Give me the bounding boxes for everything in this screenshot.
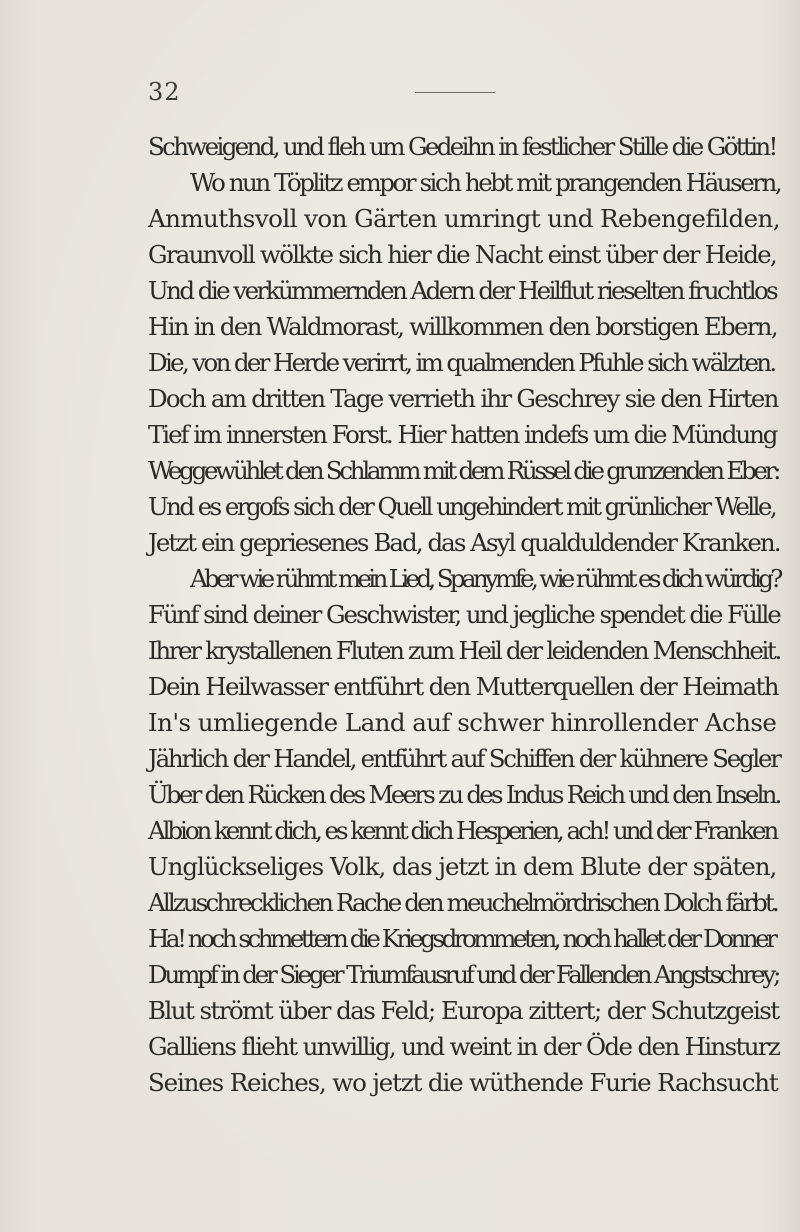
verse-line: Hin in den Waldmorast, willkommen den borstigen Ebern, <box>148 312 777 341</box>
verse-line: Schweigend, und fleh um Gedeihn in festlicher Stille die Göttin! <box>148 132 776 161</box>
page-number: 32 <box>148 78 181 106</box>
verse-line: Albion kennt dich, es kennt dich Hesperien, ach! und der Franken <box>148 816 777 845</box>
verse-line: Weggewühlet den Schlamm mit dem Rüssel die grunzenden Eber: <box>148 456 779 485</box>
verse-line: Jährlich der Handel, entführt auf Schiffen der kühnere Segler <box>148 744 780 773</box>
verse-line: Und die verkümmernden Adern der Heilflut rieselten fruchtlos <box>148 276 777 305</box>
header-rule <box>415 92 495 93</box>
verse-line: Doch am dritten Tage verrieth ihr Geschrey sie den Hirten <box>148 384 778 413</box>
verse-line: Über den Rücken des Meers zu des Indus Reich und den Inseln. <box>148 780 780 809</box>
verse-line: Blut strömt über das Feld; Europa zittert; der Schutzgeist <box>148 996 779 1025</box>
verse-line: Fünf sind deiner Geschwister, und jegliche spendet die Fülle <box>148 600 780 629</box>
verse-line: Dumpf in der Sieger Triumfausruf und der Fallenden Angstschrey; <box>148 960 779 989</box>
verse-line: Die, von der Herde verirrt, im qualmenden Pfuhle sich wälzten. <box>148 348 775 377</box>
verse-line: Ihrer krystallenen Fluten zum Heil der leidenden Menschheit. <box>148 636 780 665</box>
verse-line: Unglückseliges Volk, das jetzt in dem Blute der späten, <box>148 852 777 881</box>
verse-line: Tief im innersten Forst. Hier hatten indefs um die Mündung <box>148 420 777 449</box>
verse-line: Jetzt ein gepriesenes Bad, das Asyl qualduldender Kranken. <box>148 528 780 557</box>
verse-line: Wo nun Töplitz empor sich hebt mit prangenden Häusern, <box>190 168 781 197</box>
verse-line: Seines Reiches, wo jetzt die wüthende Furie Rachsucht <box>148 1068 778 1097</box>
verse-line: Ha! noch schmettern die Kriegsdrommeten, noch hallet der Donner <box>148 924 775 953</box>
verse-line: Dein Heilwasser entführt den Mutterquellen der Heimath <box>148 672 778 701</box>
verse-line: In's umliegende Land auf schwer hinrollender Achse <box>148 708 777 737</box>
verse-line: Anmuthsvoll von Gärten umringt und Rebengefilden, <box>148 204 781 233</box>
verse-line: Und es ergofs sich der Quell ungehindert mit grünlicher Welle, <box>148 492 776 521</box>
verse-line: Allzuschrecklichen Rache den meuchelmördrischen Dolch färbt. <box>148 888 777 917</box>
verse-line: Aber wie rühmt mein Lied, Spanymfe, wie rühmt es dich würdig? <box>190 564 780 593</box>
verse-line: Graunvoll wölkte sich hier die Nacht einst über der Heide, <box>148 240 776 269</box>
verse-line: Galliens flieht unwillig, und weint in der Öde den Hinsturz <box>148 1032 780 1061</box>
